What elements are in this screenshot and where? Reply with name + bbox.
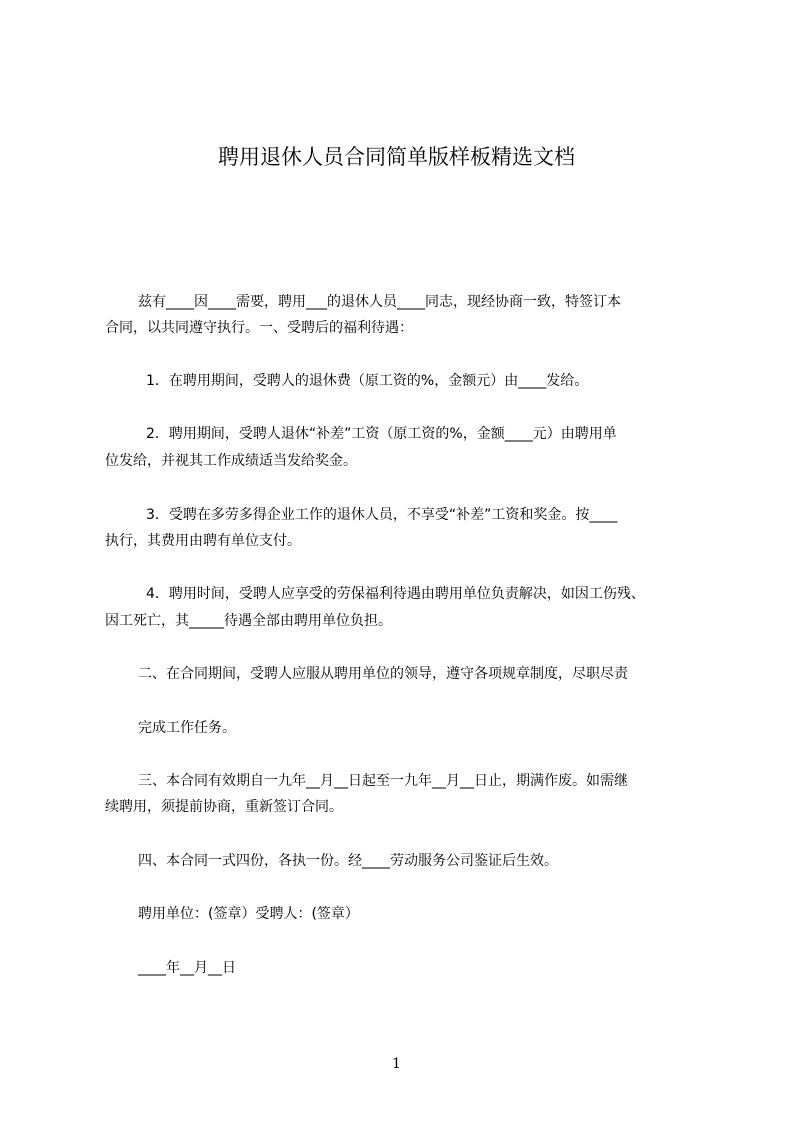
paragraph-line: 合同，以共同遵守执行。一、受聘后的福利待遇： [105, 320, 413, 336]
paragraph-line: 完成工作任务。 [138, 720, 236, 736]
paragraph-line: 执行，其费用由聘有单位支付。 [105, 533, 301, 549]
paragraph-line: 四、本合同一式四份，各执一份。经____劳动服务公司鉴证后生效。 [138, 853, 558, 869]
paragraph-line: 位发给，并视其工作成绩适当发给奖金。 [105, 453, 357, 469]
signature-line: 聘用单位：(签章）受聘人：(签章） [138, 906, 359, 922]
date-line: ____年__月__日 [138, 960, 236, 976]
paragraph-line: 3．受聘在多劳多得企业工作的退休人员，不享受“补差”工资和奖金。按____ [146, 507, 618, 523]
paragraph-line: 因工死亡，其_____待遇全部由聘用单位负担。 [105, 613, 392, 629]
paragraph-line: 三、本合同有效期自一九年__月__日起至一九年__月__日止，期满作废。如需继 [138, 773, 628, 789]
paragraph-line: 兹有____因____需要，聘用___的退休人员____同志，现经协商一致，特签订本 [138, 294, 621, 310]
document-title: 聘用退休人员合同简单版样板精选文档 [218, 145, 575, 169]
paragraph-line: 续聘用，须提前协商，重新签订合同。 [105, 799, 343, 815]
paragraph-line: 1．在聘用期间，受聘人的退休费（原工资的%，金额元）由____发给。 [146, 373, 589, 389]
paragraph-line: 二、在合同期间，受聘人应服从聘用单位的领导，遵守各项规章制度，尽职尽责 [138, 666, 628, 682]
paragraph-line: 4．聘用时间，受聘人应享受的劳保福利待遇由聘用单位负责解决，如因工伤残、 [146, 586, 645, 602]
paragraph-line: 2．聘用期间，受聘人退休“补差”工资（原工资的%，金额____元）由聘用单 [146, 426, 617, 442]
page-number: 1 [392, 1056, 401, 1072]
